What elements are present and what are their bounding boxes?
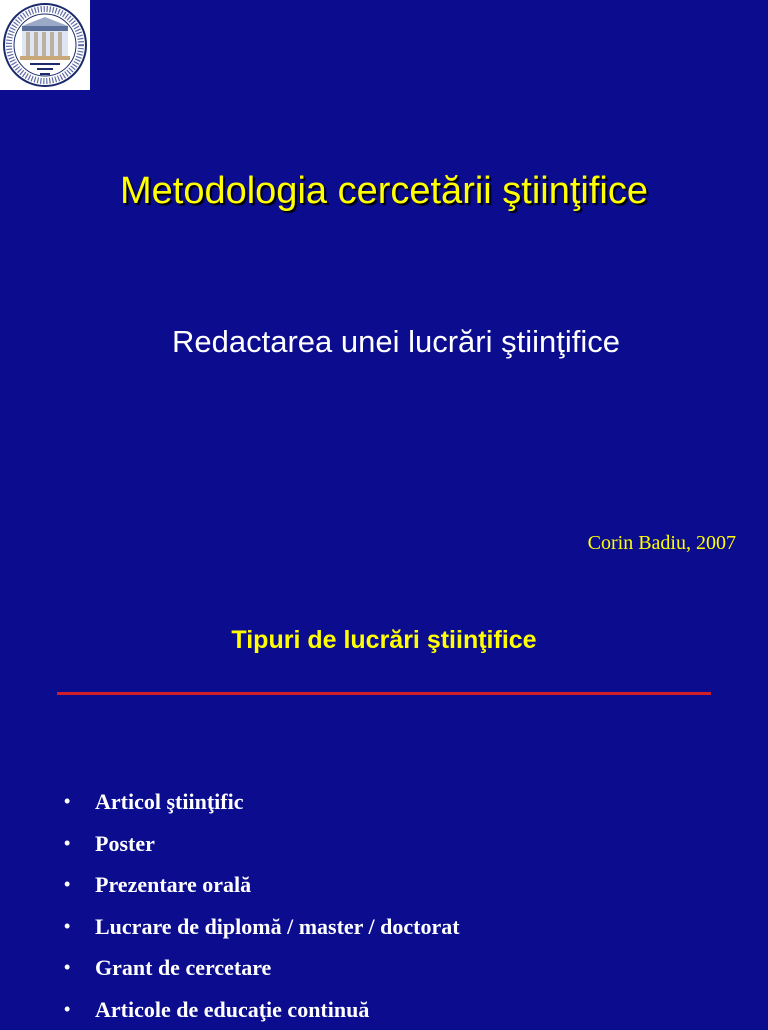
bullet-item <box>64 947 744 989</box>
presentation-title: Metodologia cercetării ştiinţifice <box>0 166 768 216</box>
bullet-text: Articole de educaţie continuă <box>95 997 369 1022</box>
bullet-text: Lucrare de diplomă / master / doctorat <box>95 914 460 939</box>
presentation-subtitle: Redactarea unei lucrări ştiinţifice <box>0 320 768 364</box>
bullet-item <box>64 823 744 865</box>
bullet-text: Prezentare orală <box>95 872 251 897</box>
bullet-icon: • <box>64 906 70 948</box>
bullet-icon: • <box>64 989 70 1030</box>
university-seal-icon <box>0 0 90 90</box>
bullet-item <box>64 864 744 906</box>
bullet-list <box>64 781 744 1030</box>
bullet-text: Articol ştiinţific <box>95 789 243 814</box>
bullet-text: Poster <box>95 831 155 856</box>
bullet-item <box>64 781 744 823</box>
author-credit: Corin Badiu, 2007 <box>588 530 736 556</box>
bullet-item <box>64 906 744 948</box>
bullet-icon: • <box>64 864 70 906</box>
bullet-text: Grant de cercetare <box>95 955 271 980</box>
bullet-icon: • <box>64 947 70 989</box>
section-divider <box>57 692 711 695</box>
university-seal-logo <box>0 0 90 90</box>
bullet-icon: • <box>64 781 70 823</box>
bullet-icon: • <box>64 823 70 865</box>
section-title: Tipuri de lucrări ştiinţifice <box>0 620 768 660</box>
